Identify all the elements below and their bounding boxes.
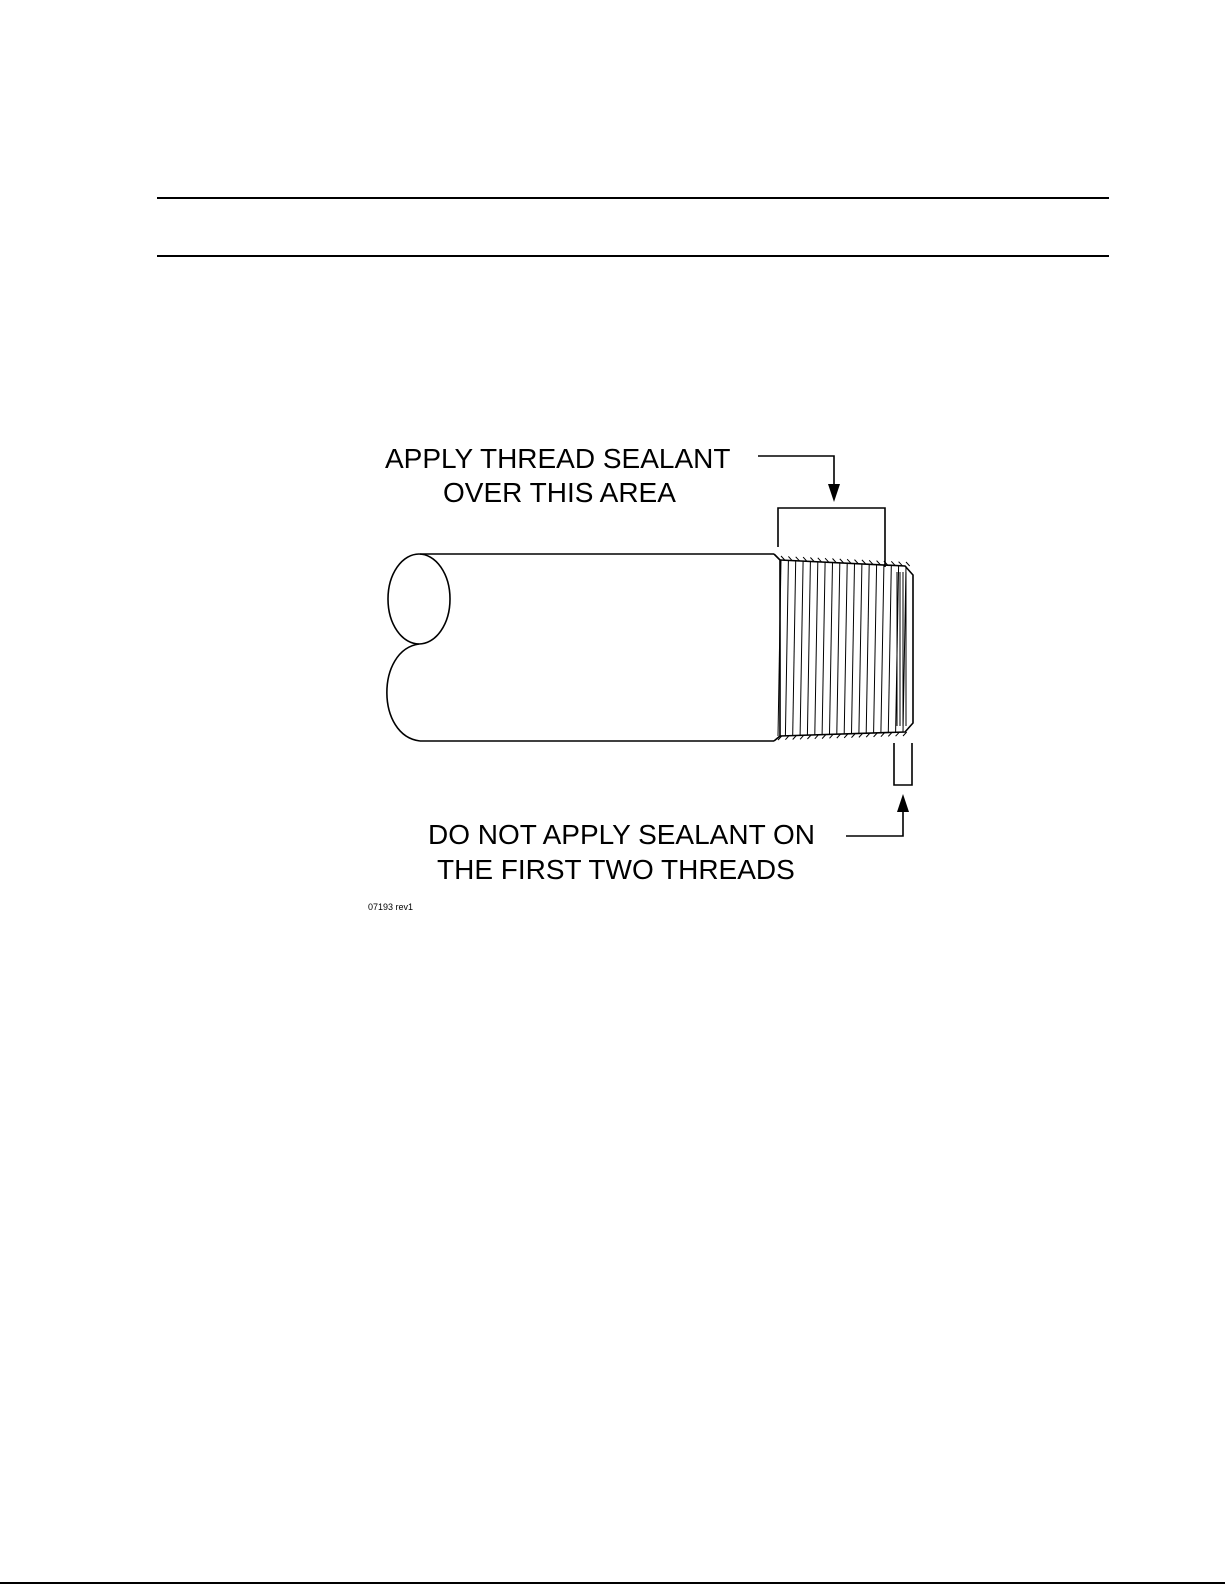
callout-top-line-2: OVER THIS AREA — [443, 477, 676, 508]
thread-line — [807, 562, 810, 736]
sealant-area-bracket — [758, 456, 885, 567]
thread-line — [859, 564, 862, 734]
thread-line — [837, 563, 840, 734]
callout-bottom-line-1: DO NOT APPLY SEALANT ON — [428, 819, 815, 850]
threaded-section — [778, 556, 913, 740]
first-threads-bracket — [846, 743, 912, 836]
thread-line — [822, 562, 825, 734]
thread-tooth-top — [906, 562, 910, 566]
thread-line — [815, 562, 818, 735]
thread-line — [844, 563, 847, 734]
thread-line — [785, 560, 788, 735]
thread-line — [888, 565, 891, 732]
thread-line — [800, 561, 803, 735]
pipe-body — [387, 554, 780, 741]
thread-line — [874, 565, 877, 733]
callout-top-line-1: APPLY THREAD SEALANT — [385, 443, 731, 474]
callout-bottom-line-2: THE FIRST TWO THREADS — [437, 854, 795, 885]
thread-line — [793, 561, 796, 736]
thread-line — [881, 565, 884, 733]
thread-line — [866, 564, 869, 733]
thread-line — [830, 563, 833, 735]
thread-line — [852, 564, 855, 734]
figure-reference-id: 07193 rev1 — [368, 902, 414, 912]
